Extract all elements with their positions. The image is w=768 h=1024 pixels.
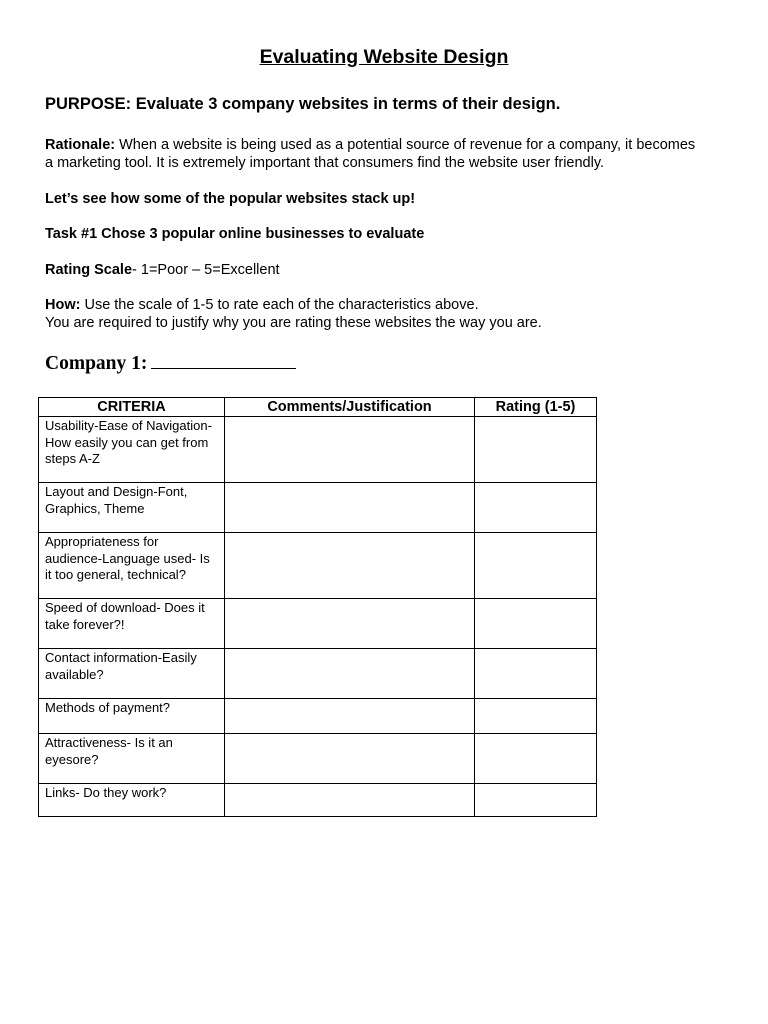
comments-header: Comments/Justification [225, 398, 475, 417]
comments-cell[interactable] [225, 784, 475, 817]
rating-cell[interactable] [475, 483, 597, 533]
rationale-label: Rationale: [45, 137, 116, 153]
table-row [39, 784, 597, 817]
rating-scale-label: Rating Scale [45, 262, 133, 278]
company-heading [45, 351, 296, 375]
how-line1: Use the scale of 1-5 to rate each of the characteristics above. [80, 297, 479, 313]
comments-cell[interactable] [225, 483, 475, 533]
table-row [39, 483, 597, 533]
criteria-header: CRITERIA [39, 398, 225, 417]
comments-cell[interactable] [225, 734, 475, 784]
rationale-line1: When a website is being used as a potential source of revenue for a company, it becomes [115, 137, 696, 153]
comments-cell[interactable] [225, 533, 475, 599]
rating-cell[interactable] [475, 599, 597, 649]
rating-header: Rating (1-5) [475, 398, 597, 417]
table-header-row [39, 398, 597, 417]
comments-cell[interactable] [225, 599, 475, 649]
rating-cell[interactable] [475, 734, 597, 784]
rationale-line2: a marketing tool. It is extremely important that consumers find the website user friendly. [45, 155, 605, 171]
comments-cell[interactable] [225, 699, 475, 734]
stack-up-heading: Let’s see how some of the popular websites stack up! [45, 191, 416, 207]
company-name-blank[interactable] [151, 351, 296, 369]
table-row [39, 417, 597, 483]
rating-cell[interactable] [475, 533, 597, 599]
rationale-paragraph [45, 136, 695, 172]
table-row [39, 599, 597, 649]
rating-cell[interactable] [475, 699, 597, 734]
rating-cell[interactable] [475, 649, 597, 699]
criteria-cell: Layout and Design-Font, Graphics, Theme [39, 483, 225, 533]
rating-scale [45, 261, 280, 279]
how-paragraph [45, 296, 542, 332]
company-label: Company 1: [45, 353, 148, 374]
comments-cell[interactable] [225, 649, 475, 699]
rating-cell[interactable] [475, 417, 597, 483]
table-row [39, 533, 597, 599]
criteria-table [38, 397, 597, 817]
criteria-cell: Links- Do they work? [39, 784, 225, 817]
comments-cell[interactable] [225, 417, 475, 483]
table-row [39, 734, 597, 784]
how-label: How: [45, 297, 81, 313]
rating-scale-text: - 1=Poor – 5=Excellent [132, 262, 280, 278]
document-title: Evaluating Website Design [259, 46, 509, 68]
criteria-cell: Speed of download- Does it take forever?! [39, 599, 225, 649]
table-row [39, 649, 597, 699]
task-heading: Task #1 Chose 3 popular online businesses to evaluate [45, 226, 425, 242]
table-row [39, 699, 597, 734]
how-line2: You are required to justify why you are rating these websites the way you are. [45, 315, 542, 331]
criteria-cell: Usability-Ease of Navigation- How easily you can get from steps A-Z [39, 417, 225, 483]
rating-cell[interactable] [475, 784, 597, 817]
criteria-cell: Appropriateness for audience-Language used- Is it too general, technical? [39, 533, 225, 599]
criteria-cell: Contact information-Easily available? [39, 649, 225, 699]
criteria-cell: Attractiveness- Is it an eyesore? [39, 734, 225, 784]
criteria-cell: Methods of payment? [39, 699, 225, 734]
purpose-statement: PURPOSE: Evaluate 3 company websites in terms of their design. [45, 95, 561, 113]
